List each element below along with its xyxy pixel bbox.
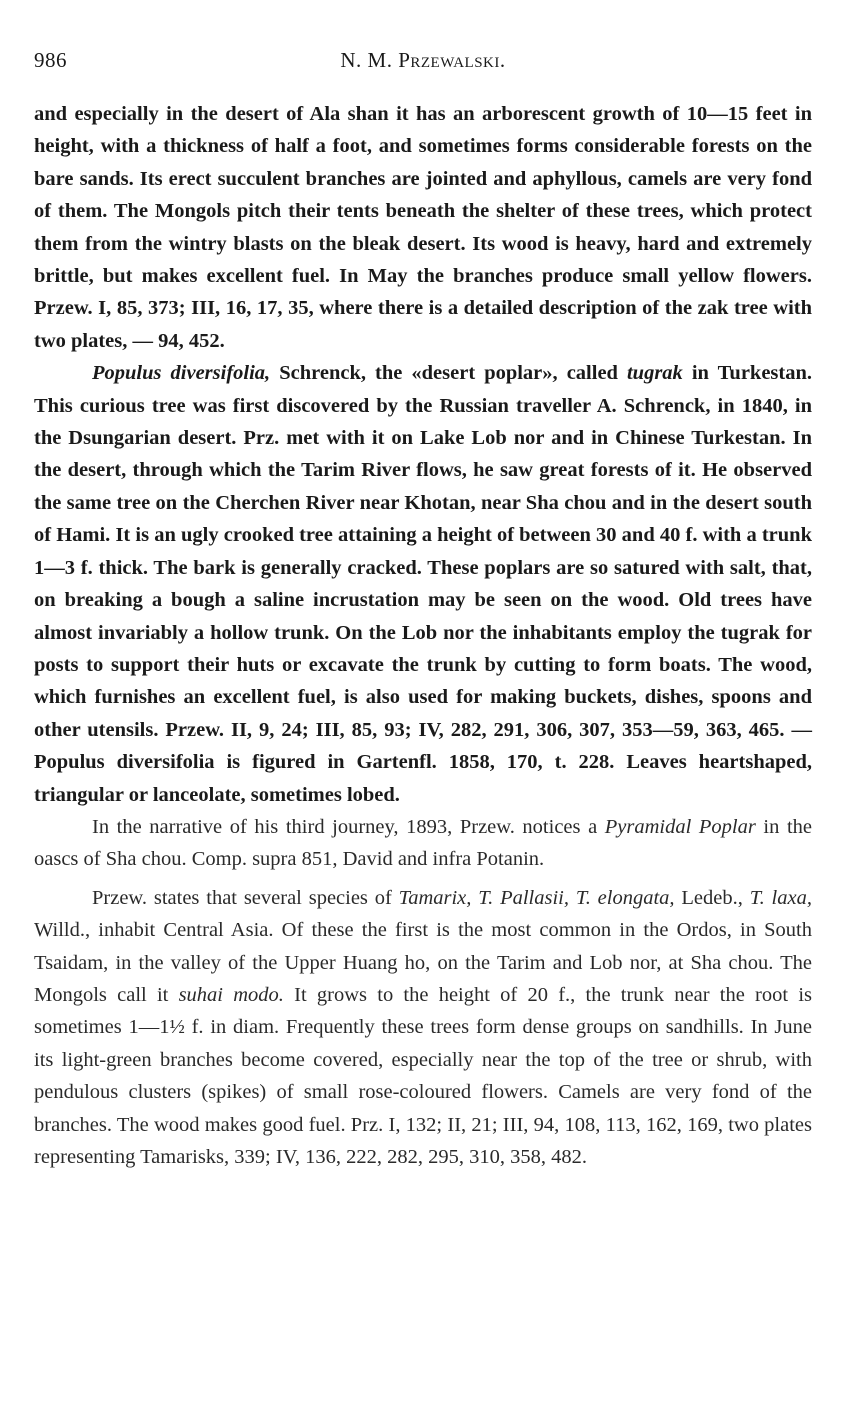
page-body <box>34 98 812 1173</box>
species-name-t-laxa: T. laxa, <box>749 886 812 909</box>
book-page <box>34 44 812 1173</box>
page-header <box>34 44 812 76</box>
species-name-pyramidal-poplar: Pyramidal Poplar <box>604 815 756 838</box>
paragraph-tamarix <box>34 882 812 1174</box>
paragraph-pyramidal-poplar <box>34 811 812 876</box>
paragraph-text: Przew. states that several species of <box>92 886 399 909</box>
paragraph-text: Willd., inhabit Central Asia. Of these the first is the most common in the Ordos, in South Tsaidam, in the valley of the Upper Huang ho, on the Tarim and Lob nor, at Sha chou. The Mongols call it <box>34 919 812 1006</box>
species-names-tamarix: Tamarix, T. Pallasii, T. elongata, <box>398 886 675 909</box>
running-head: N. M. Przewalski. <box>340 48 506 72</box>
paragraph-zak-tree: and especially in the desert of Ala shan it has an arborescent growth of 10—15 feet in height, with a thickness of half a foot, and sometimes forms considerable forests on the bare sands. Its erect succulent branches are jointed and aphyllous, camels are very fond of them. The Mongols pitch their tents beneath the shelter of these trees, which protect them from the wintry blasts on the bleak desert. Its wood is heavy, hard and extremely brittle, but makes excellent fuel. In May the branches produce small yellow flowers. Przew. I, 85, 373; III, 16, 17, 35, where there is a detailed description of the zak tree with two plates, — 94, 452. <box>34 103 812 352</box>
paragraph-text: Schrenck, the «desert poplar», called <box>270 362 627 385</box>
local-name-tugrak: tugrak <box>626 362 683 385</box>
paragraph-text: Ledeb., <box>674 886 750 909</box>
paragraph-populus-diversifolia <box>34 357 812 811</box>
paragraph-text: in the oascs of Sha chou. Comp. supra 851, David and infra Potanin. <box>34 815 812 871</box>
paragraph-text: in Turkestan. This curious tree was first discovered by the Russian traveller A. Schrenck, in 1840, in the Dsungarian desert. Prz. met with it on Lake Lob nor and in Chinese Turkestan. In the desert, through which the Tarim River flows, he saw great forests of it. He observed the same tree on the Cherchen River near Khotan, near Sha chou and in the desert south of Hami. It is an ugly crooked tree attaining a height of between 30 and 40 f. with a trunk 1—3 f. thick. The bark is generally cracked. These poplars are so satured with salt, that, on breaking a bough a saline incrustation may be seen on the wood. Old trees have almost invariably a hollow trunk. On the Lob nor the inhabitants employ the tugrak for posts to support their huts or excavate the trunk by cutting to form boats. The wood, which furnishes an excellent fuel, is also used for making buckets, dishes, spoons and other utensils. Przew. II, 9, 24; III, 85, 93; IV, 282, 291, 306, 307, 353—59, 363, 465. — Populus diversifolia is figured in Gartenfl. 1858, 170, t. 228. Leaves heartshaped, triangular or lanceolate, sometimes lobed. <box>34 362 812 806</box>
local-name-suhai-modo: suhai modo. <box>178 983 284 1006</box>
species-name-populus-diversifolia: Populus diversifolia, <box>92 362 271 385</box>
page-number: 986 <box>34 48 67 72</box>
paragraph-text: In the narrative of his third journey, 1893, Przew. notices a <box>92 815 605 838</box>
paragraph-text: It grows to the height of 20 f., the trunk near the root is sometimes 1—1½ f. in diam. Frequently these trees form dense groups on sandhills. In June its light-green branches become covered, especially near the top of the tree or shrub, with pendulous clusters (spikes) of small rose-coloured flowers. Camels are very fond of the branches. The wood makes good fuel. Prz. I, 132; II, 21; III, 94, 108, 113, 162, 169, two plates representing Tamarisks, 339; IV, 136, 222, 282, 295, 310, 358, 482. <box>34 983 812 1168</box>
